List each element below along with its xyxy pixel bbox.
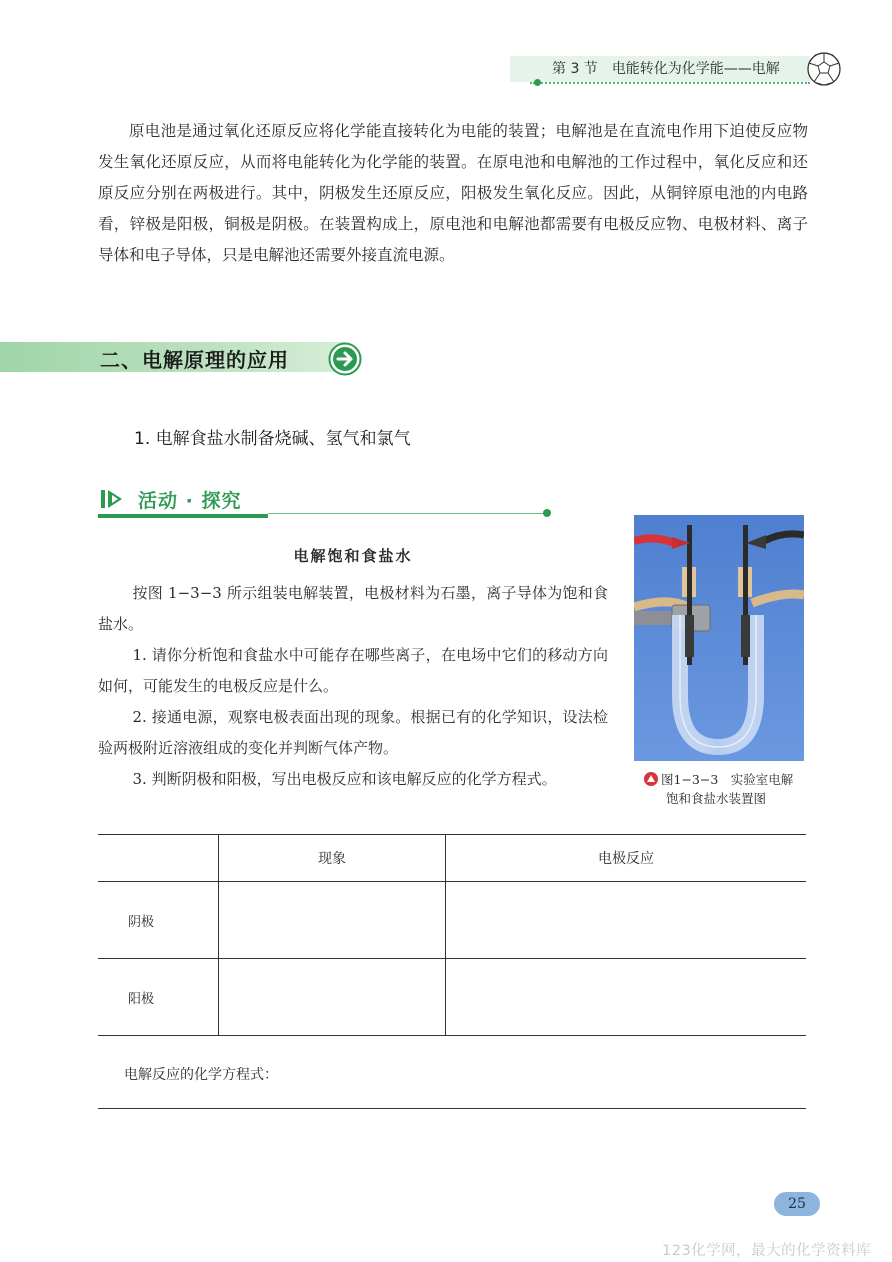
observation-table [98, 834, 806, 1036]
activity-paragraph: 1. 请你分析饱和食盐水中可能存在哪些离子，在电场中它们的移动方向如何，可能发生的电极反应是什么。 [98, 646, 608, 695]
activity-rule-thin [268, 513, 546, 514]
intro-paragraph: 原电池是通过氧化还原反应将化学能直接转化为电能的装置；电解池是在直流电作用下迫使反应物发生氧化还原反应，从而将电能转化为化学能的装置。在原电池和电解池的工作过程中，氧化反应和还原反应分别在两极进行。其中，阴极发生还原反应，阳极发生氧化反应。因此，从铜锌原电池的内电路看，锌极是阳极，铜极是阴极。在装置构成上，原电池和电解池都需要有电极反应物、电极材料、离子导体和电子导体，只是电解池还需要外接直流电源。 [98, 122, 808, 264]
subheading: 1. 电解食盐水制备烧碱、氢气和氯气 [134, 429, 411, 449]
molecule-ball-icon [806, 51, 842, 87]
equation-answer-line[interactable] [98, 1108, 806, 1109]
electrolysis-apparatus-photo [634, 515, 804, 761]
page-number: 25 [774, 1192, 820, 1216]
caption-line-1: 图1−3−3 实验室电解 [661, 772, 794, 787]
figure-caption [644, 770, 814, 808]
cathode-reaction-cell[interactable] [446, 882, 807, 959]
triangle-marker-icon [644, 772, 658, 786]
anode-phenomenon-cell[interactable] [219, 959, 446, 1036]
activity-rule-dot [543, 509, 551, 517]
table-header-reaction: 电极反应 [446, 835, 807, 882]
running-header [552, 58, 780, 78]
header-rule-dot [534, 79, 541, 86]
row-label-cathode: 阴极 [98, 882, 219, 959]
caption-line-2: 饱和食盐水装置图 [666, 791, 767, 806]
activity-paragraph: 3. 判断阴极和阳极，写出电极反应和该电解反应的化学方程式。 [132, 770, 557, 788]
header-section-title: 电能转化为化学能——电解 [611, 61, 780, 77]
activity-paragraph: 2. 接通电源，观察电极表面出现的现象。根据已有的化学知识，设法检验两极附近溶液组成的变化并判断气体产物。 [98, 708, 608, 757]
table-row [98, 882, 806, 959]
header-section-number: 第 3 节 [552, 61, 598, 77]
activity-paragraph: 按图 1−3−3 所示组装电解装置，电极材料为石墨，离子导体为饱和食盐水。 [98, 584, 608, 633]
activity-body [98, 578, 608, 795]
play-forward-icon [100, 488, 126, 510]
watermark-text: 123化学网，最大的化学资料库 [662, 1243, 872, 1259]
table-row [98, 959, 806, 1036]
activity-rule-thick [98, 514, 268, 518]
table-header-phenomenon: 现象 [219, 835, 446, 882]
table-header-blank [98, 835, 219, 882]
activity-label: 活动 · 探究 [138, 490, 242, 512]
header-dotted-rule [530, 82, 810, 84]
section-title: 二、电解原理的应用 [100, 348, 289, 372]
arrow-right-icon [328, 342, 362, 376]
row-label-anode: 阳极 [98, 959, 219, 1036]
table-header-row [98, 835, 806, 882]
equation-label: 电解反应的化学方程式： [124, 1067, 278, 1083]
activity-title: 电解饱和食盐水 [293, 547, 413, 565]
anode-reaction-cell[interactable] [446, 959, 807, 1036]
cathode-phenomenon-cell[interactable] [219, 882, 446, 959]
